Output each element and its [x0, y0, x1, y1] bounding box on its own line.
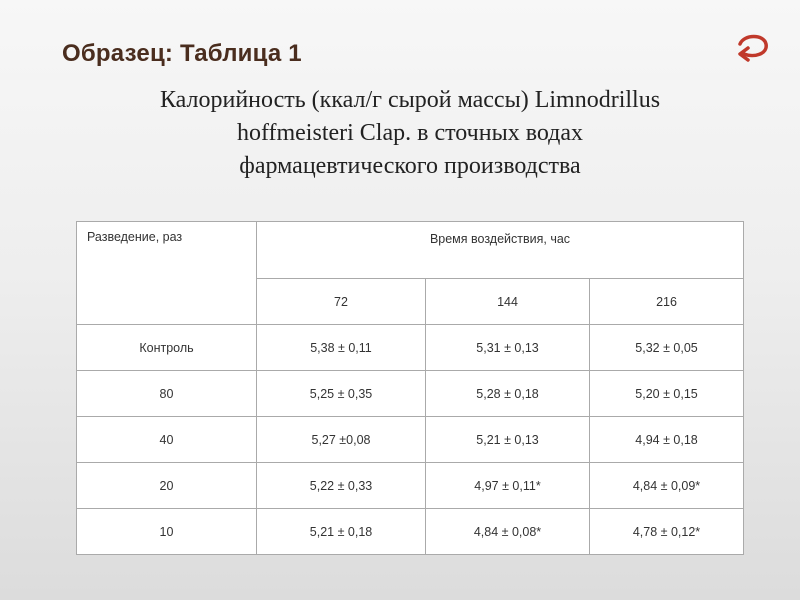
subtitle-line-1: Калорийность (ккал/г сырой массы) Limnodrillus — [159, 87, 661, 113]
header-time-144: 144 — [426, 279, 590, 325]
table-row — [77, 325, 744, 371]
table-cell: 5,32 ± 0,05 — [590, 325, 744, 371]
calorie-table — [76, 221, 744, 555]
table-cell: 5,31 ± 0,13 — [426, 325, 590, 371]
slide-subtitle — [60, 84, 760, 183]
header-time-216: 216 — [590, 279, 744, 325]
table-cell: 5,28 ± 0,18 — [426, 371, 590, 417]
slide-heading: Образец: Таблица 1 — [62, 40, 302, 67]
row-label: 10 — [77, 509, 257, 555]
header-exposure-time: Время воздействия, час — [257, 222, 744, 279]
table-cell: 5,21 ± 0,18 — [257, 509, 426, 555]
table-row — [77, 371, 744, 417]
table-cell: 5,21 ± 0,13 — [426, 417, 590, 463]
row-label: 40 — [77, 417, 257, 463]
header-time-72: 72 — [257, 279, 426, 325]
table-cell: 5,27 ±0,08 — [257, 417, 426, 463]
table-cell: 5,22 ± 0,33 — [257, 463, 426, 509]
table-cell: 4,84 ± 0,08* — [426, 509, 590, 555]
return-button[interactable] — [734, 30, 774, 66]
table-row — [77, 463, 744, 509]
table-row — [77, 417, 744, 463]
table-cell: 5,20 ± 0,15 — [590, 371, 744, 417]
table-cell: 5,25 ± 0,35 — [257, 371, 426, 417]
table-row — [77, 509, 744, 555]
row-label: Контроль — [77, 325, 257, 371]
row-label: 80 — [77, 371, 257, 417]
table-cell: 4,97 ± 0,11* — [426, 463, 590, 509]
table-cell: 4,78 ± 0,12* — [590, 509, 744, 555]
subtitle-line-2: hoffmeisteri Clap. в сточных водах — [236, 120, 584, 146]
header-dilution: Разведение, раз — [77, 222, 257, 325]
table-cell: 4,94 ± 0,18 — [590, 417, 744, 463]
curved-return-arrow-icon — [734, 30, 774, 66]
subtitle-line-3: фармацевтического производства — [239, 153, 581, 179]
table-cell: 5,38 ± 0,11 — [257, 325, 426, 371]
table-cell: 4,84 ± 0,09* — [590, 463, 744, 509]
table-header-row — [77, 222, 744, 279]
row-label: 20 — [77, 463, 257, 509]
